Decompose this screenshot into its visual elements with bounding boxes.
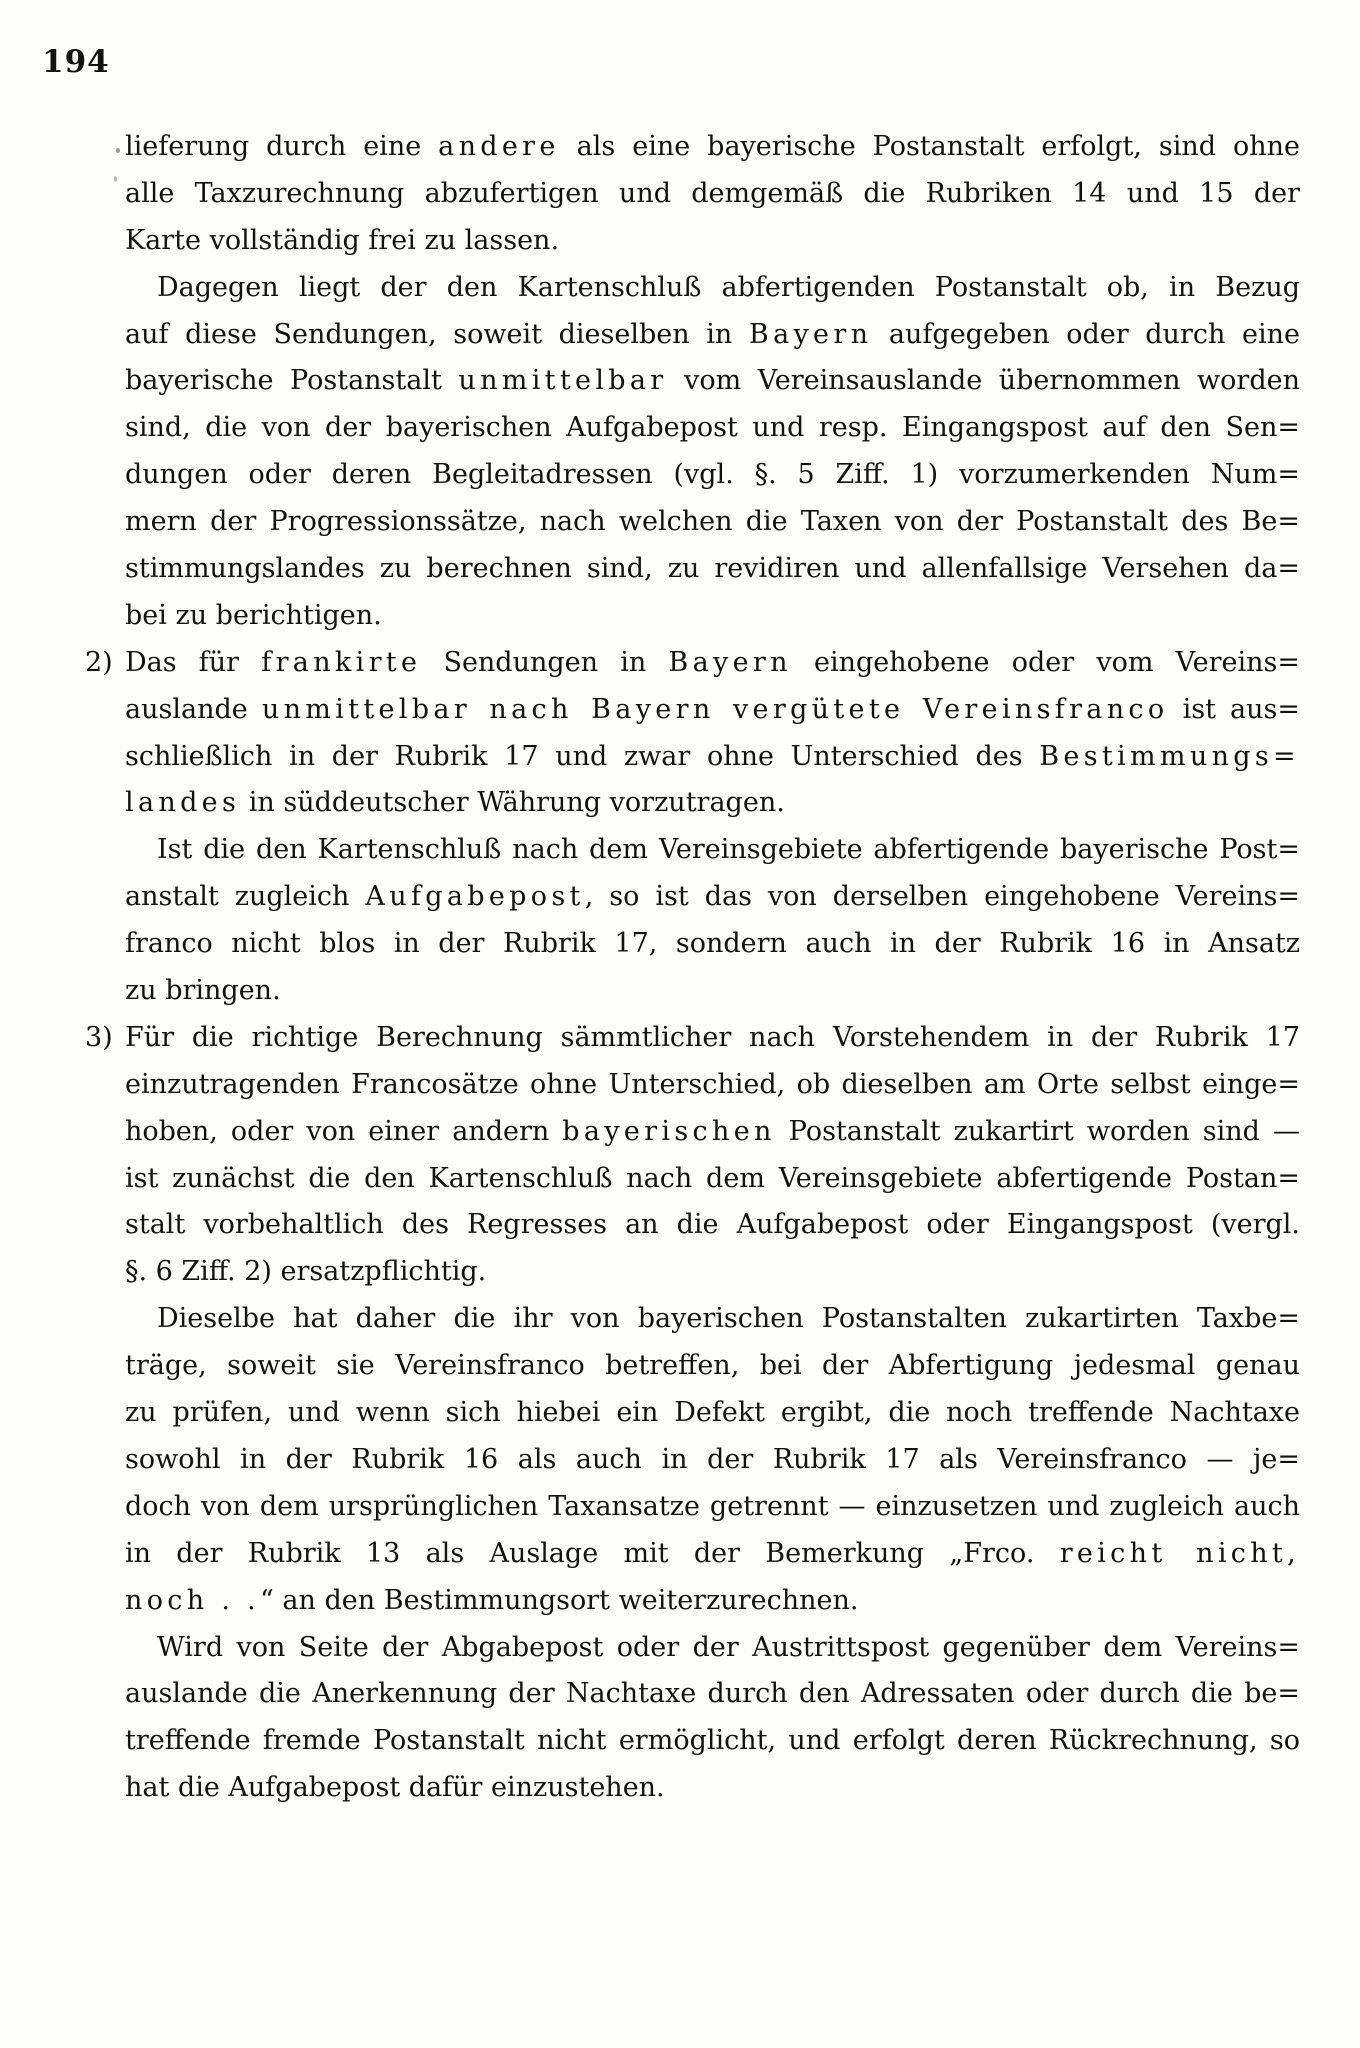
emphasized-text: bayerischen — [562, 1115, 776, 1147]
body-text: Postanstalt zukartirt worden sind — — [775, 1115, 1300, 1147]
body-text: dungen oder deren Begleitadressen (vgl. §. 5 Ziff. 1) vorzumerkenden Num= — [125, 459, 1300, 491]
numbered-item — [85, 640, 1301, 828]
text-line — [125, 593, 1300, 640]
text-line — [125, 1531, 1300, 1578]
body-text: Dieselbe hat daher die ihr von bayerischen Postanstalten zukartirten Taxbe= — [157, 1303, 1300, 1335]
numbered-item — [85, 1015, 1300, 1296]
text-line — [125, 546, 1300, 593]
emphasized-text: unmittelbar — [458, 365, 668, 397]
body-text: als eine bayerische Postanstalt erfolgt, sind ohne — [559, 131, 1300, 162]
text-line — [125, 780, 1300, 827]
text-line — [125, 1578, 1300, 1625]
body-text: vom Vereinsauslande übernommen worden — [667, 365, 1300, 397]
text-line — [125, 312, 1300, 359]
emphasized-text: frankirte — [261, 646, 422, 678]
body-text: ist zunächst die den Kartenschluß nach dem Vereinsgebiete abfertigende Postan= — [125, 1162, 1300, 1194]
paragraph — [125, 827, 1300, 1015]
body-text: sind, die von der bayerischen Aufgabepost und resp. Eingangspost auf den Sen= — [125, 412, 1300, 444]
text-line — [125, 1765, 1300, 1812]
body-text: einzutragenden Francosätze ohne Unterschied, ob dieselben am Orte selbst einge= — [125, 1068, 1300, 1100]
body-text: treffende fremde Postanstalt nicht ermöglicht, und erfolgt deren Rückrechnung, so — [125, 1725, 1300, 1757]
paragraph — [125, 1296, 1300, 1624]
text-line — [125, 1718, 1300, 1765]
text-line — [125, 1062, 1300, 1109]
body-text: ist aus= — [1168, 693, 1300, 725]
emphasized-text: andere — [438, 131, 560, 162]
text-line — [125, 358, 1300, 405]
text-line — [125, 1109, 1300, 1156]
text-line — [125, 687, 1300, 734]
body-text: stalt vorbehaltlich des Regresses an die Aufgabepost oder Eingangspost (vergl. — [125, 1209, 1300, 1241]
body-text: in süddeutscher Währung vorzutragen. — [240, 787, 785, 819]
emphasized-text: unmittelbar nach Bayern vergütete Vereinsfranco — [261, 693, 1169, 725]
body-text: zu prüfen, und wenn sich hiebei ein Defekt ergibt, die noch treffende Nachtaxe — [125, 1397, 1300, 1429]
text-line — [125, 218, 1300, 265]
text-line — [125, 265, 1300, 312]
body-text: Wird von Seite der Abgabepost oder der Austrittspost gegenüber dem Vereins= — [157, 1631, 1300, 1663]
body-text: alle Taxzurechnung abzufertigen und demgemäß die Rubriken 14 und 15 der — [125, 177, 1300, 209]
body-text: lieferung durch eine — [125, 131, 439, 162]
text-line — [125, 1671, 1300, 1718]
body-text: doch von dem ursprünglichen Taxansatze getrennt — einzusetzen und zugleich auch — [125, 1490, 1300, 1522]
text-line — [125, 405, 1300, 452]
paragraph — [125, 124, 1300, 265]
text-line — [125, 1156, 1300, 1203]
body-text: anstalt zugleich — [125, 881, 366, 913]
emphasized-text: Bayern — [748, 318, 873, 350]
emphasized-text: Aufgabepost — [365, 881, 585, 913]
scan-speck — [114, 176, 117, 182]
text-line — [125, 968, 1300, 1015]
text-line — [125, 1390, 1300, 1437]
body-text: franco nicht blos in der Rubrik 17, sondern auch in der Rubrik 16 in Ansatz — [125, 928, 1300, 960]
body-text: “ an den Bestimmungsort weiterzurechnen. — [260, 1584, 859, 1616]
body-text: auslande die Anerkennung der Nachtaxe durch den Adressaten oder durch die be= — [125, 1678, 1300, 1710]
body-text: Für die richtige Berechnung sämmtlicher nach Vorstehendem in der Rubrik 17 — [125, 1021, 1300, 1053]
text-line — [125, 1625, 1300, 1672]
item-number: 2) — [85, 646, 113, 678]
body-text: sowohl in der Rubrik 16 als auch in der Rubrik 17 als Vereinsfranco — je= — [125, 1443, 1300, 1475]
body-text: auf diese Sendungen, soweit dieselben in — [125, 318, 749, 350]
body-text: §. 6 Ziff. 2) ersatzpflichtig. — [125, 1256, 487, 1288]
text-line — [125, 1015, 1300, 1062]
emphasized-text: Bestimmungs= — [1039, 740, 1300, 772]
text-line — [125, 874, 1300, 921]
body-text: eingehobene oder vom Vereins= — [791, 646, 1301, 678]
emphasized-text: landes — [125, 787, 241, 819]
body-text: Ist die den Kartenschluß nach dem Vereinsgebiete abfertigende bayerische Post= — [157, 834, 1300, 866]
body-text: auslande — [125, 693, 262, 725]
text-line — [125, 1249, 1300, 1296]
body-text: hoben, oder von einer andern — [125, 1115, 563, 1147]
body-text: mern der Progressionssätze, nach welchen die Taxen von der Postanstalt des Be= — [125, 506, 1300, 538]
body-text: stimmungslandes zu berechnen sind, zu revidiren und allenfallsige Versehen da= — [125, 553, 1300, 585]
emphasized-text: reicht nicht, — [1059, 1537, 1300, 1569]
scan-speck — [116, 148, 120, 153]
text-line — [125, 124, 1300, 171]
text-line — [125, 499, 1300, 546]
text-line — [125, 1437, 1300, 1484]
emphasized-text: Bayern — [668, 646, 792, 678]
text-line — [125, 640, 1300, 687]
text-line — [125, 1296, 1300, 1343]
body-text: bei zu berichtigen. — [125, 599, 382, 631]
body-text: , so ist das von derselben eingehobene Vereins= — [584, 881, 1300, 913]
body-text: hat die Aufgabepost dafür einzustehen. — [125, 1772, 665, 1804]
page-number: 194 — [42, 44, 110, 80]
text-line — [125, 171, 1300, 218]
item-number: 3) — [85, 1021, 113, 1053]
body-text: Das für — [125, 646, 262, 678]
paragraph — [125, 1625, 1300, 1813]
body-text: Dagegen liegt der den Kartenschluß abfertigenden Postanstalt ob, in Bezug — [157, 271, 1300, 303]
text-line — [125, 921, 1300, 968]
body-text: bayerische Postanstalt — [125, 365, 459, 397]
paragraph — [125, 265, 1300, 640]
body-text: aufgegeben oder durch eine — [872, 318, 1300, 350]
text-line — [125, 452, 1300, 499]
body-text: Karte vollständig frei zu lassen. — [125, 224, 560, 256]
text-line — [125, 1343, 1300, 1390]
text-line — [125, 827, 1300, 874]
body-text: zu bringen. — [125, 975, 281, 1007]
text-line — [125, 1202, 1300, 1249]
body-text: schließlich in der Rubrik 17 und zwar ohne Unterschied des — [125, 740, 1040, 772]
body-text: in der Rubrik 13 als Auslage mit der Bemerkung „Frco. — [125, 1537, 1060, 1569]
emphasized-text: noch . . — [125, 1584, 261, 1616]
text-line — [125, 734, 1300, 781]
body-text: Sendungen in — [421, 646, 669, 678]
body-text: träge, soweit sie Vereinsfranco betreffen, bei der Abfertigung jedesmal genau — [125, 1350, 1300, 1382]
text-column — [85, 124, 1301, 1812]
text-line — [125, 1484, 1300, 1531]
